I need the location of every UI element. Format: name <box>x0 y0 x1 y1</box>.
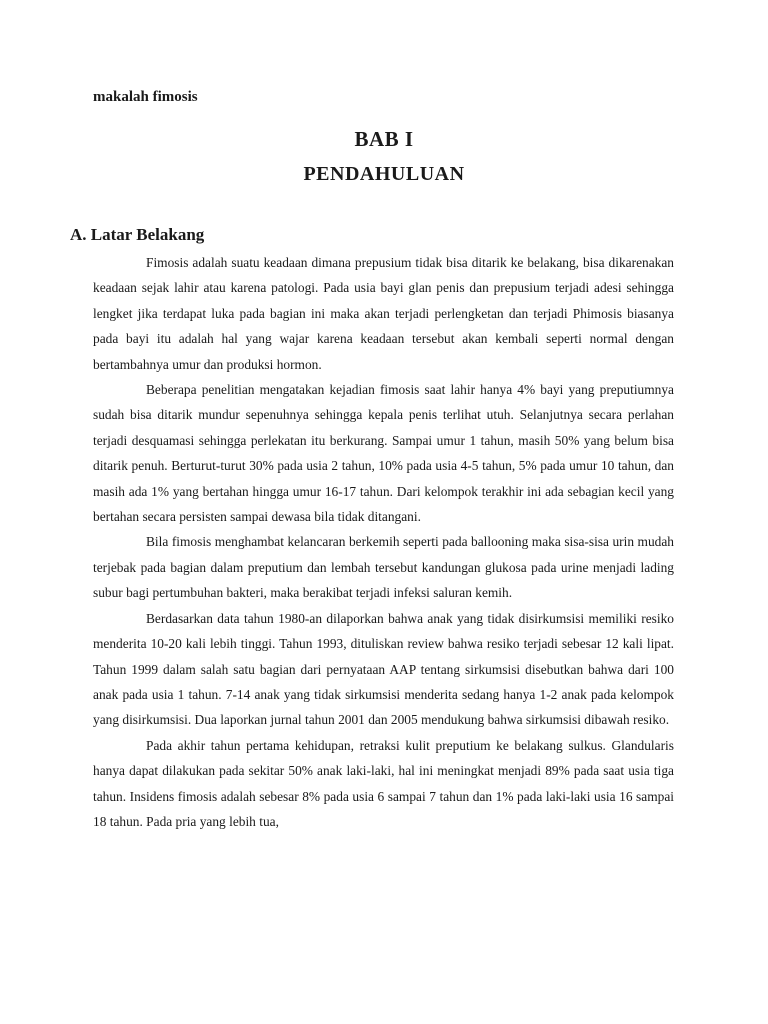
section-body <box>93 250 674 834</box>
chapter-title: PENDAHULUAN <box>303 163 465 185</box>
paragraph: Pada akhir tahun pertama kehidupan, retraksi kulit preputium ke belakang sulkus. Glandularis hanya dapat dilakukan pada sekitar 50% anak laki-laki, hal ini meningkat menjadi 89% pada saat usia tiga tahun. Insidens fimosis adalah sebesar 8% pada usia 6 sampai 7 tahun dan 1% pada laki-laki usia 16 sampai 18 tahun. Pada pria yang lebih tua, <box>93 737 674 829</box>
paragraph: Fimosis adalah suatu keadaan dimana prepusium tidak bisa ditarik ke belakang, bisa dikarenakan keadaan sejak lahir atau karena patologi. Pada usia bayi glan penis dan prepusium terjadi adesi sehingga lengket jika terdapat luka pada bagian ini maka akan terjadi perlengketan dan terjadi Phimosis biasanya pada bayi itu adalah hal yang wajar karena keadaan tersebut akan kembali seperti normal dengan bertambahnya umur dan produksi hormon. <box>93 255 674 372</box>
document-label: makalah fimosis <box>93 89 198 105</box>
paragraph: Bila fimosis menghambat kelancaran berkemih seperti pada ballooning maka sisa-sisa urin mudah terjebak pada bagian dalam preputium dan lembah tersebut kandungan glukosa pada urine menjadi lading subur bagi pertumbuhan bakteri, maka berakibat terjadi infeksi saluran kemih. <box>93 534 674 601</box>
paragraph: Beberapa penelitian mengatakan kejadian fimosis saat lahir hanya 4% bayi yang preputiumnya sudah bisa ditarik mundur sepenuhnya sehingga kepala penis terlihat utuh. Selanjutnya secara perlahan terjadi desquamasi sehingga perlekatan itu berkurang. Sampai umur 1 tahun, masih 50% yang belum bisa ditarik penuh. Berturut-turut 30% pada usia 2 tahun, 10% pada usia 4-5 tahun, 5% pada umur 10 tahun, dan masih ada 1% yang bertahan hingga umur 16-17 tahun. Dari kelompok terakhir ini ada sebagian kecil yang bertahan secara persisten sampai dewasa bila tidak ditangani. <box>93 382 674 525</box>
paragraph: Berdasarkan data tahun 1980-an dilaporkan bahwa anak yang tidak disirkumsisi memiliki resiko menderita 10-20 kali lebih tinggi. Tahun 1993, dituliskan review bahwa resiko terjadi sebesar 12 kali lipat. Tahun 1999 dalam salah satu bagian dari pernyataan AAP tentang sirkumsisi disebutkan bahwa dari 100 anak pada usia 1 tahun. 7-14 anak yang tidak sirkumsisi menderita sedang hanya 1-2 anak pada kelompok yang disirkumsisi. Dua laporkan jurnal tahun 2001 dan 2005 mendukung bahwa sirkumsisi dibawah resiko. <box>93 610 674 728</box>
chapter-number: BAB I <box>354 127 414 151</box>
section-heading: A. Latar Belakang <box>70 225 205 244</box>
